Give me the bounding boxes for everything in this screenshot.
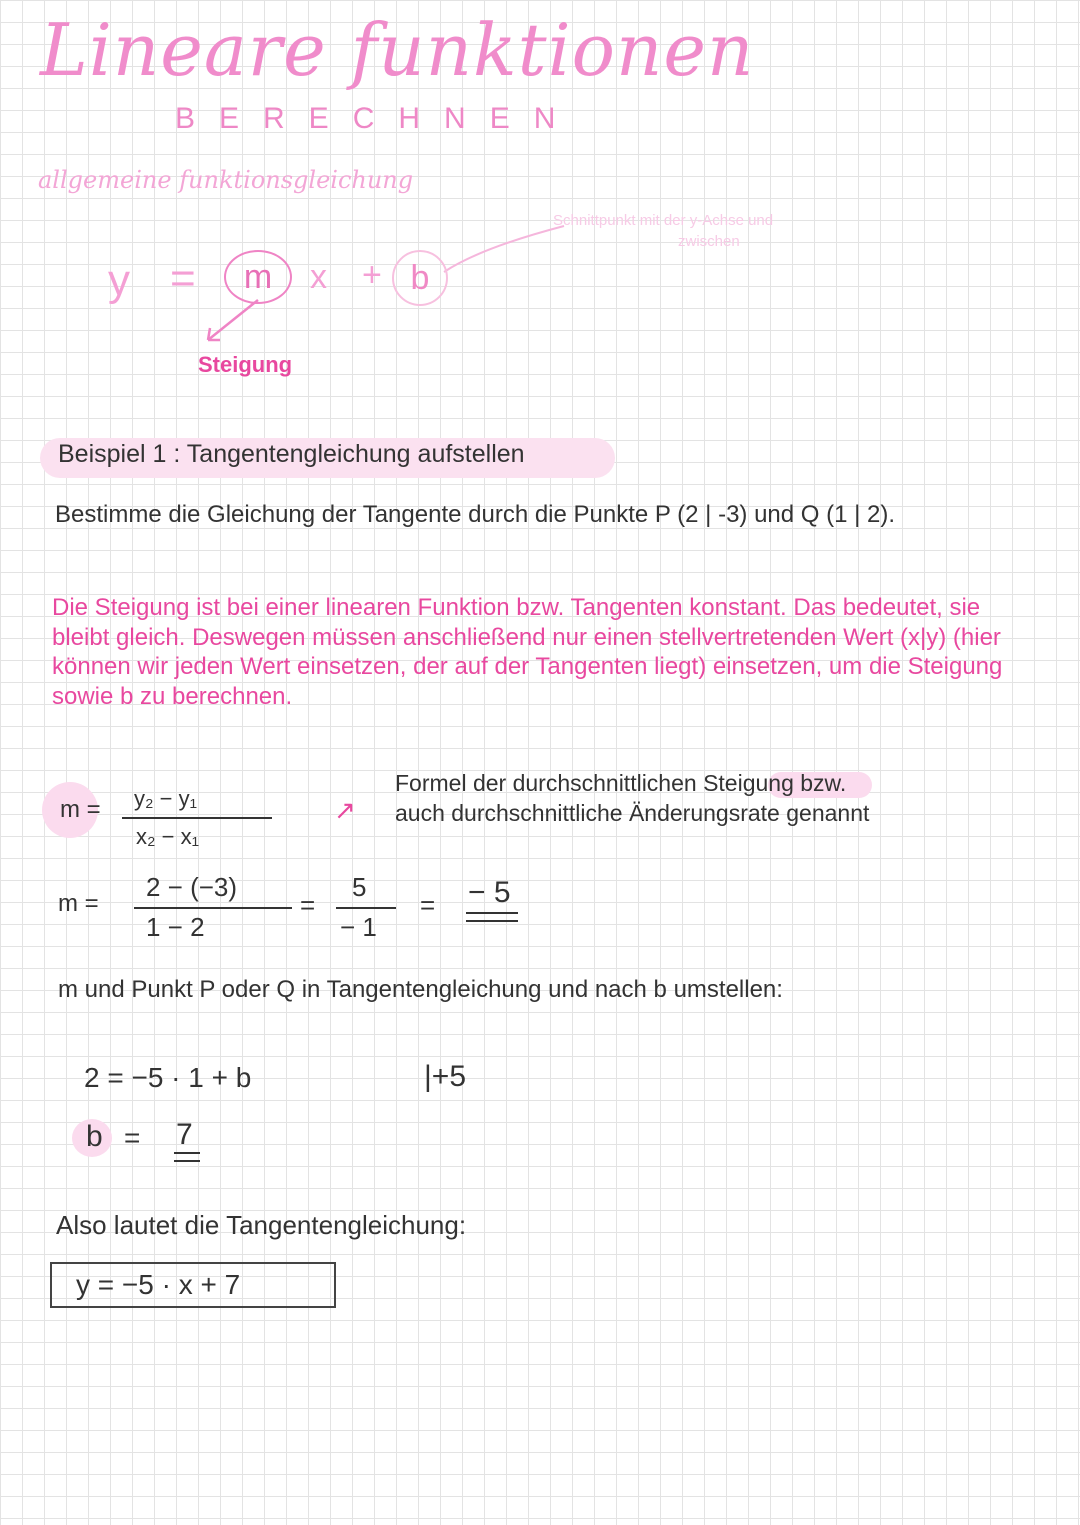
formula-b-circled	[392, 250, 448, 306]
b-result-underline	[174, 1152, 200, 1162]
arrow-icon: ↗	[334, 795, 356, 825]
slope-numerator: y₂ − y₁	[134, 786, 198, 811]
example-heading: Beispiel 1 : Tangentengleichung aufstellen	[58, 440, 525, 468]
task-text: Bestimme die Gleichung der Tangente durch die Punkte P (2 | -3) und Q (1 | 2).	[55, 501, 896, 528]
b-result-value: 7	[176, 1118, 193, 1151]
formula-m-circled	[224, 250, 292, 304]
final-equation-box	[50, 1262, 336, 1308]
conclusion-text: Also lautet die Tangentengleichung:	[56, 1210, 467, 1240]
formula-equals: =	[170, 254, 196, 303]
formula-plus: +	[362, 256, 382, 294]
calc-denominator: 1 − 2	[146, 912, 205, 942]
step-operation: |+5	[424, 1060, 466, 1093]
slope-m-eq: m =	[60, 796, 101, 823]
step-text: m und Punkt P oder Q in Tangentengleichung und nach b umstellen:	[58, 976, 783, 1003]
calc-equals-1: =	[300, 890, 316, 920]
page-subtitle: BERECHNEN	[175, 102, 580, 135]
general-equation-label: allgemeine funktionsgleichung	[38, 166, 414, 194]
faint-note	[553, 210, 773, 252]
calc-fraction-line	[134, 907, 292, 909]
formula-note-line2: auch durchschnittliche Änderungsrate genannt	[395, 800, 870, 826]
formula-m: m	[243, 257, 273, 296]
b-result-lhs: b	[86, 1120, 103, 1153]
calc-frac2-denominator: − 1	[340, 912, 377, 942]
calc-equals-2: =	[420, 890, 436, 920]
b-result-equals: =	[124, 1122, 141, 1153]
general-formula	[100, 248, 570, 388]
steigung-label: Steigung	[198, 352, 293, 377]
faint-note-line1: Schnittpunkt mit der y-Achse und	[553, 212, 774, 229]
calc-frac2-numerator: 5	[352, 872, 367, 902]
arrow-down-icon	[198, 298, 268, 348]
formula-b: b	[410, 258, 430, 297]
explanation-text: Die Steigung ist bei einer linearen Funktion bzw. Tangenten konstant. Das bedeutet, sie bleibt gleich. Deswegen müssen anschließend nur einen stellvertretenden Wert (x|y) (hier können wir jeden Wert einsetzen, der auf der Tangenten liegt) einsetzen, um die Steigung sowie b zu berechnen.	[52, 594, 1003, 710]
step-equation: 2 = −5 · 1 + b	[84, 1062, 252, 1093]
formula-note	[395, 768, 869, 828]
faint-note-line2: zwischen	[678, 233, 740, 250]
calc-result: − 5	[468, 876, 511, 909]
formula-x: x	[310, 258, 327, 296]
page-title: Lineare funktionen	[40, 8, 755, 92]
calc-m-eq: m =	[58, 890, 99, 917]
slope-fraction-line	[122, 817, 272, 819]
final-equation: y = −5 · x + 7	[76, 1269, 241, 1300]
slope-denominator: x₂ − x₁	[136, 824, 200, 849]
calc-frac2-line	[336, 907, 396, 909]
formula-y: y	[108, 256, 130, 305]
calc-result-underline	[466, 912, 518, 922]
formula-note-line1: Formel der durchschnittlichen Steigung bzw.	[395, 770, 847, 796]
calc-numerator: 2 − (−3)	[146, 872, 238, 902]
